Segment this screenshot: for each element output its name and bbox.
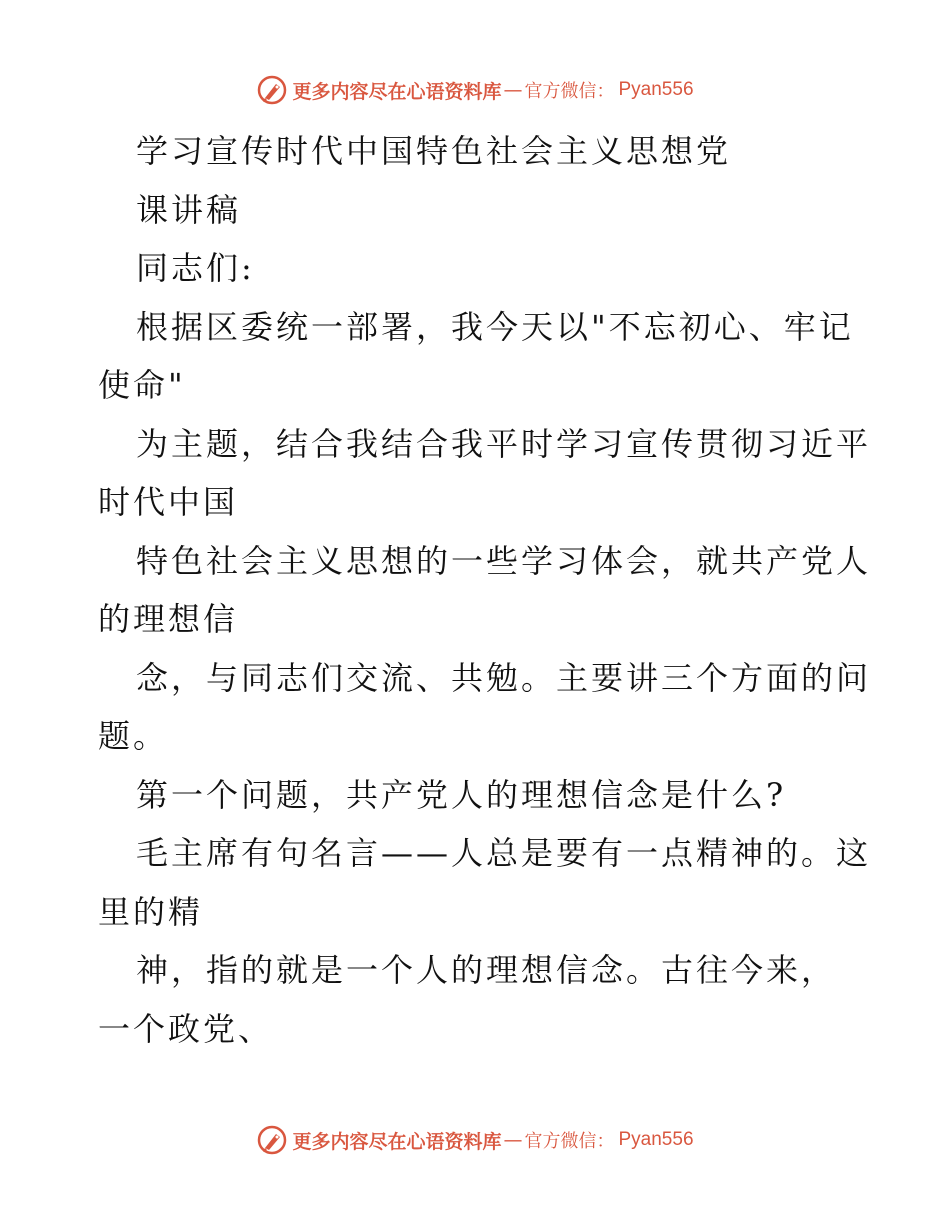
text-line: 同志们: bbox=[136, 249, 255, 287]
banner-site-text: 更多内容尽在心语资料库 bbox=[292, 80, 502, 103]
text-line: 神，指的就是一个人的理想信念。古往今来， bbox=[136, 951, 837, 989]
text-line: 的理想信 bbox=[98, 600, 239, 638]
text-line: 毛主席有句名言——人总是要有一点精神的。这 bbox=[136, 834, 872, 872]
text-line: 时代中国 bbox=[98, 483, 239, 521]
text-line: 为主题，结合我结合我平时学习宣传贯彻习近平 bbox=[136, 424, 872, 463]
banner-official-label: 官方微信： bbox=[524, 81, 615, 102]
pen-nib-logo-icon bbox=[256, 1124, 288, 1156]
banner-dash: — bbox=[503, 1129, 523, 1151]
footer-banner bbox=[0, 1120, 950, 1160]
text-line: 根据区委统一部署，我今天以"不忘初心、牢记 bbox=[136, 307, 854, 346]
banner-dash: — bbox=[503, 79, 523, 101]
pen-nib-logo-icon bbox=[256, 74, 288, 106]
text-line: 一个政党、 bbox=[98, 1009, 274, 1048]
banner-wechat-id: Pyan556 bbox=[618, 79, 694, 100]
text-line: 特色社会主义思想的一些学习体会，就共产党人 bbox=[136, 541, 872, 580]
text-line: 使命" bbox=[98, 366, 186, 404]
document-body bbox=[98, 122, 872, 1058]
text-line: 第一个问题，共产党人的理想信念是什么? bbox=[136, 775, 787, 814]
banner-site-text: 更多内容尽在心语资料库 bbox=[292, 1130, 502, 1153]
banner-official-label: 官方微信： bbox=[524, 1131, 615, 1152]
text-line: 课讲稿 bbox=[136, 190, 242, 229]
text-line: 题。 bbox=[98, 717, 169, 755]
text-line: 里的精 bbox=[98, 892, 204, 931]
header-banner bbox=[0, 70, 950, 110]
text-line: 念，与同志们交流、共勉。主要讲三个方面的问 bbox=[136, 658, 872, 697]
banner-wechat-id: Pyan556 bbox=[618, 1129, 694, 1150]
text-line: 学习宣传时代中国特色社会主义思想党 bbox=[136, 132, 732, 170]
